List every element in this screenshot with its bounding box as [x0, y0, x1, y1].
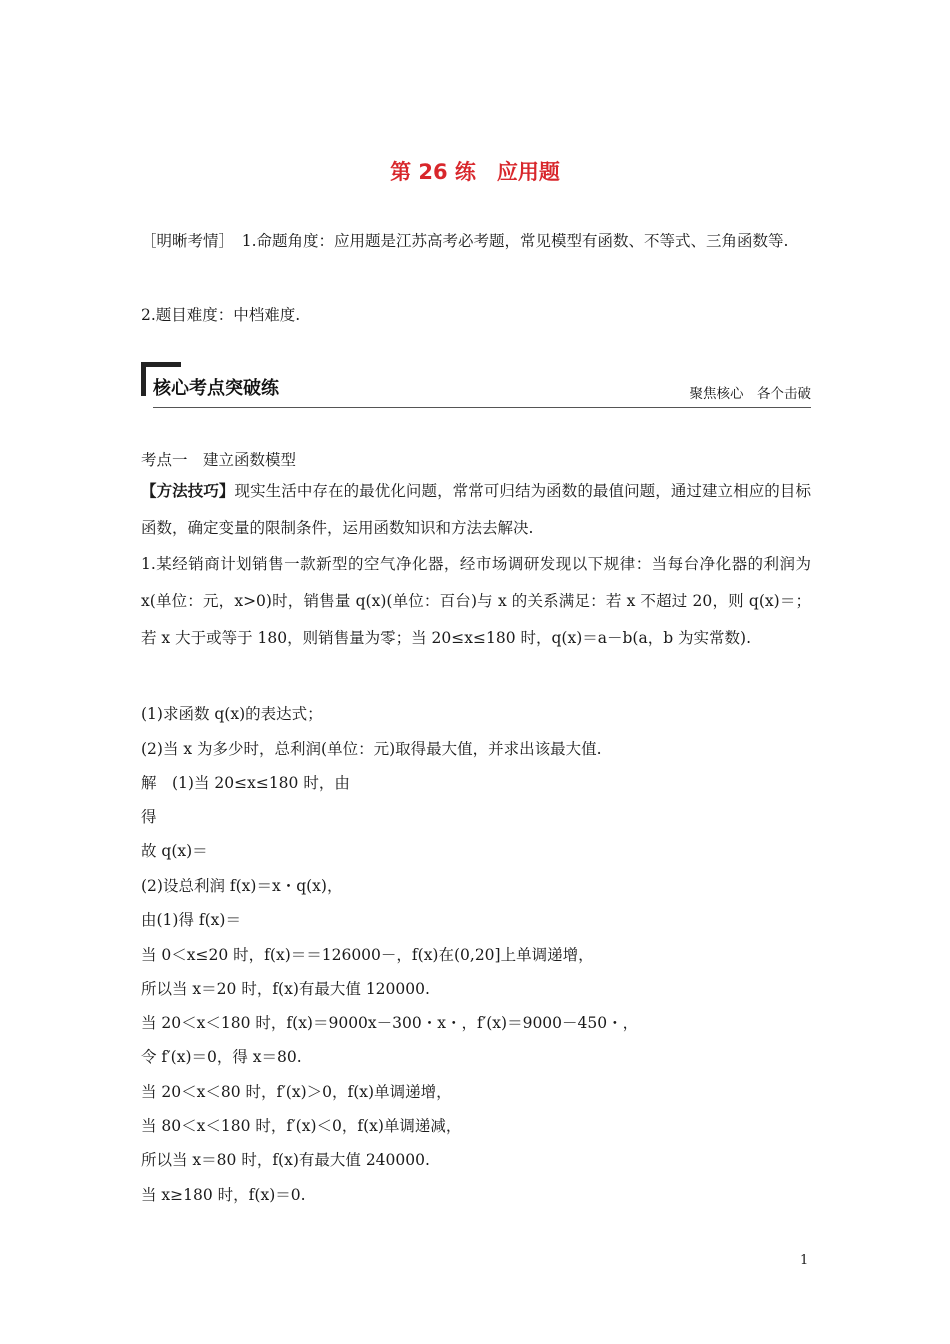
intro-paragraph: ［明晰考情］ 1.命题角度：应用题是江苏高考必考题，常见模型有函数、不等式、三角函数等.: [141, 232, 789, 250]
solution-line: 当 20＜x＜180 时，f(x)＝9000x－300・x・，f′(x)＝9000－450・，: [141, 1014, 639, 1032]
solution-line: 令 f′(x)＝0，得 x＝80.: [141, 1048, 302, 1066]
page-title: 第 26 练 应用题: [390, 160, 560, 184]
solution-line: 所以当 x＝20 时，f(x)有最大值 120000.: [141, 980, 430, 998]
intro-difficulty: 2.题目难度：中档难度.: [141, 306, 301, 324]
section-banner: [141, 362, 811, 408]
problem-statement: 1.某经销商计划销售一款新型的空气净化器，经市场调研发现以下规律：当每台净化器的利润为 x(单位：元，x>0)时，销售量 q(x)(单位：百台)与 x 的关系满足：若 x 不超过 20，则 q(x)＝；若 x 大于或等于 180，则销售量为零；当 20≤x≤180 时，q(x)＝a－b(a，b 为实常数).: [141, 555, 811, 647]
banner-label: 核心考点突破练: [153, 378, 279, 399]
solution-line: 由(1)得 f(x)＝: [141, 911, 241, 929]
method-paragraph: [141, 473, 811, 547]
solution-line: 所以当 x＝80 时，f(x)有最大值 240000.: [141, 1151, 430, 1169]
solution-line: 解 (1)当 20≤x≤180 时，由: [141, 774, 350, 792]
page-number: 1: [800, 1253, 809, 1268]
solution-line: 当 x≥180 时，f(x)＝0.: [141, 1186, 306, 1204]
solution-line: 得: [141, 808, 157, 826]
banner-tag: 聚焦核心 各个击破: [689, 386, 811, 402]
solution-line: 当 20＜x＜80 时，f′(x)＞0，f(x)单调递增，: [141, 1083, 452, 1101]
method-tag: 【方法技巧】: [141, 482, 235, 500]
banner-corner-mark: [141, 362, 146, 396]
banner-corner-mark-top: [141, 362, 181, 367]
section-heading: 考点一 建立函数模型: [141, 451, 297, 469]
problem-question-1: (1)求函数 q(x)的表达式；: [141, 705, 323, 723]
solution-line: 当 0＜x≤20 时，f(x)＝＝126000－，f(x)在(0,20]上单调递增，: [141, 946, 594, 964]
banner-rule: [153, 407, 811, 408]
method-text: 现实生活中存在的最优化问题，常常可归结为函数的最值问题，通过建立相应的目标函数，确定变量的限制条件，运用函数知识和方法去解决.: [141, 482, 811, 537]
solution-line: (2)设总利润 f(x)＝x・q(x)，: [141, 877, 343, 895]
problem-question-2: (2)当 x 为多少时，总利润(单位：元)取得最大值，并求出该最大值.: [141, 740, 602, 758]
solution-line: 当 80＜x＜180 时，f′(x)＜0，f(x)单调递减，: [141, 1117, 462, 1135]
solution-line: 故 q(x)＝: [141, 842, 208, 860]
